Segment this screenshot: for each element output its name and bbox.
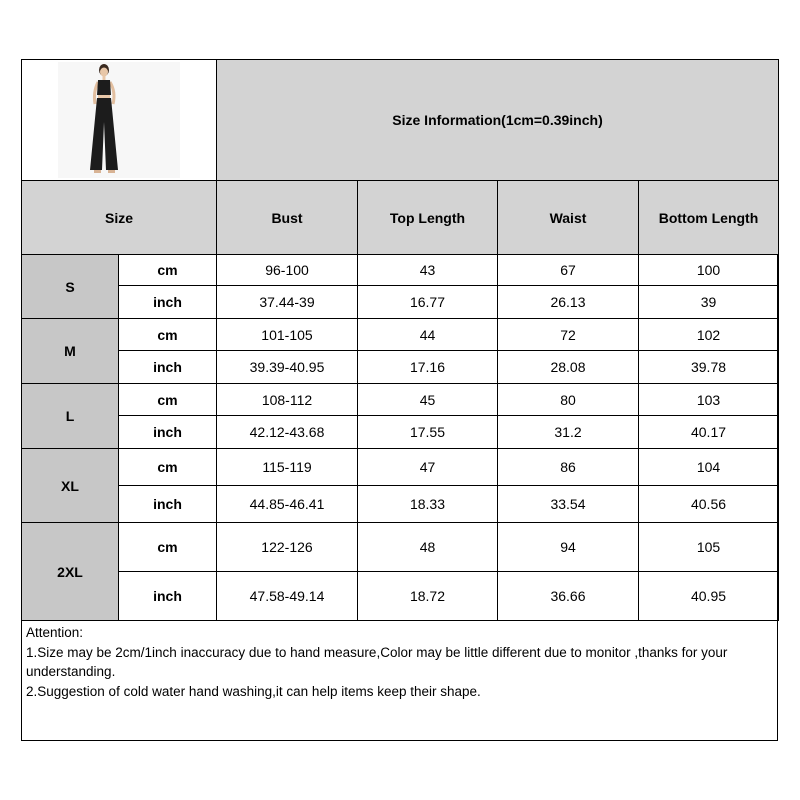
cell-bust: 96-100	[217, 255, 358, 286]
cell-waist: 67	[498, 255, 639, 286]
size-rows	[22, 255, 779, 621]
column-header-bottom-length: Bottom Length	[639, 181, 779, 255]
cell-bottom-length: 39.78	[639, 351, 779, 384]
unit-label: cm	[119, 255, 217, 286]
cell-bust: 47.58-49.14	[217, 572, 358, 621]
model-face	[100, 68, 108, 77]
cell-waist: 72	[498, 319, 639, 351]
cell-waist: 94	[498, 523, 639, 572]
cell-waist: 80	[498, 384, 639, 416]
cell-top-length: 43	[358, 255, 498, 286]
size-row	[22, 416, 779, 449]
size-row	[22, 486, 779, 523]
cell-bust: 37.44-39	[217, 286, 358, 319]
size-name: M	[22, 319, 119, 384]
size-row	[22, 572, 779, 621]
cell-top-length: 18.33	[358, 486, 498, 523]
size-name: S	[22, 255, 119, 319]
product-photo	[58, 62, 180, 178]
attention-notes	[21, 620, 778, 741]
size-row	[22, 449, 779, 486]
size-header: Size	[22, 181, 217, 255]
unit-label: inch	[119, 416, 217, 449]
size-row	[22, 255, 779, 286]
unit-label: cm	[119, 449, 217, 486]
cell-top-length: 44	[358, 319, 498, 351]
cell-top-length: 48	[358, 523, 498, 572]
cell-bust: 101-105	[217, 319, 358, 351]
column-header-bust: Bust	[217, 181, 358, 255]
cell-waist: 26.13	[498, 286, 639, 319]
cell-bottom-length: 40.56	[639, 486, 779, 523]
cell-bottom-length: 39	[639, 286, 779, 319]
size-row	[22, 319, 779, 351]
size-row	[22, 523, 779, 572]
column-header-row	[22, 181, 779, 255]
cell-bust: 39.39-40.95	[217, 351, 358, 384]
cell-bottom-length: 40.17	[639, 416, 779, 449]
cell-bottom-length: 104	[639, 449, 779, 486]
column-header-top-length: Top Length	[358, 181, 498, 255]
unit-label: inch	[119, 351, 217, 384]
cell-waist: 33.54	[498, 486, 639, 523]
column-header-waist: Waist	[498, 181, 639, 255]
notes-heading: Attention:	[26, 625, 84, 640]
cell-bottom-length: 100	[639, 255, 779, 286]
size-name: 2XL	[22, 523, 119, 621]
cell-top-length: 17.16	[358, 351, 498, 384]
size-row	[22, 286, 779, 319]
cell-top-length: 16.77	[358, 286, 498, 319]
cell-top-length: 45	[358, 384, 498, 416]
unit-label: cm	[119, 384, 217, 416]
size-name: L	[22, 384, 119, 449]
cell-bust: 108-112	[217, 384, 358, 416]
model-figure	[58, 62, 180, 178]
unit-label: cm	[119, 319, 217, 351]
unit-label: inch	[119, 286, 217, 319]
model-wide-leg-pants	[90, 98, 118, 170]
note-line-1: 1.Size may be 2cm/1inch inaccuracy due to hand measure,Color may be little different due to monitor ,thanks for your understanding.	[26, 644, 728, 679]
cell-bust: 42.12-43.68	[217, 416, 358, 449]
cell-waist: 28.08	[498, 351, 639, 384]
cell-waist: 36.66	[498, 572, 639, 621]
cell-bottom-length: 102	[639, 319, 779, 351]
cell-top-length: 47	[358, 449, 498, 486]
cell-bottom-length: 103	[639, 384, 779, 416]
size-row	[22, 351, 779, 384]
unit-label: cm	[119, 523, 217, 572]
unit-label: inch	[119, 572, 217, 621]
cell-bottom-length: 40.95	[639, 572, 779, 621]
note-line-2: 2.Suggestion of cold water hand washing,it can help items keep their shape.	[26, 683, 481, 699]
cell-waist: 86	[498, 449, 639, 486]
cell-top-length: 17.55	[358, 416, 498, 449]
cell-bust: 115-119	[217, 449, 358, 486]
cell-bust: 122-126	[217, 523, 358, 572]
model-crop-top	[97, 80, 111, 95]
size-name: XL	[22, 449, 119, 523]
cell-waist: 31.2	[498, 416, 639, 449]
cell-bottom-length: 105	[639, 523, 779, 572]
chart-title: Size Information(1cm=0.39inch)	[217, 60, 779, 181]
cell-bust: 44.85-46.41	[217, 486, 358, 523]
size-row	[22, 384, 779, 416]
unit-label: inch	[119, 486, 217, 523]
cell-top-length: 18.72	[358, 572, 498, 621]
